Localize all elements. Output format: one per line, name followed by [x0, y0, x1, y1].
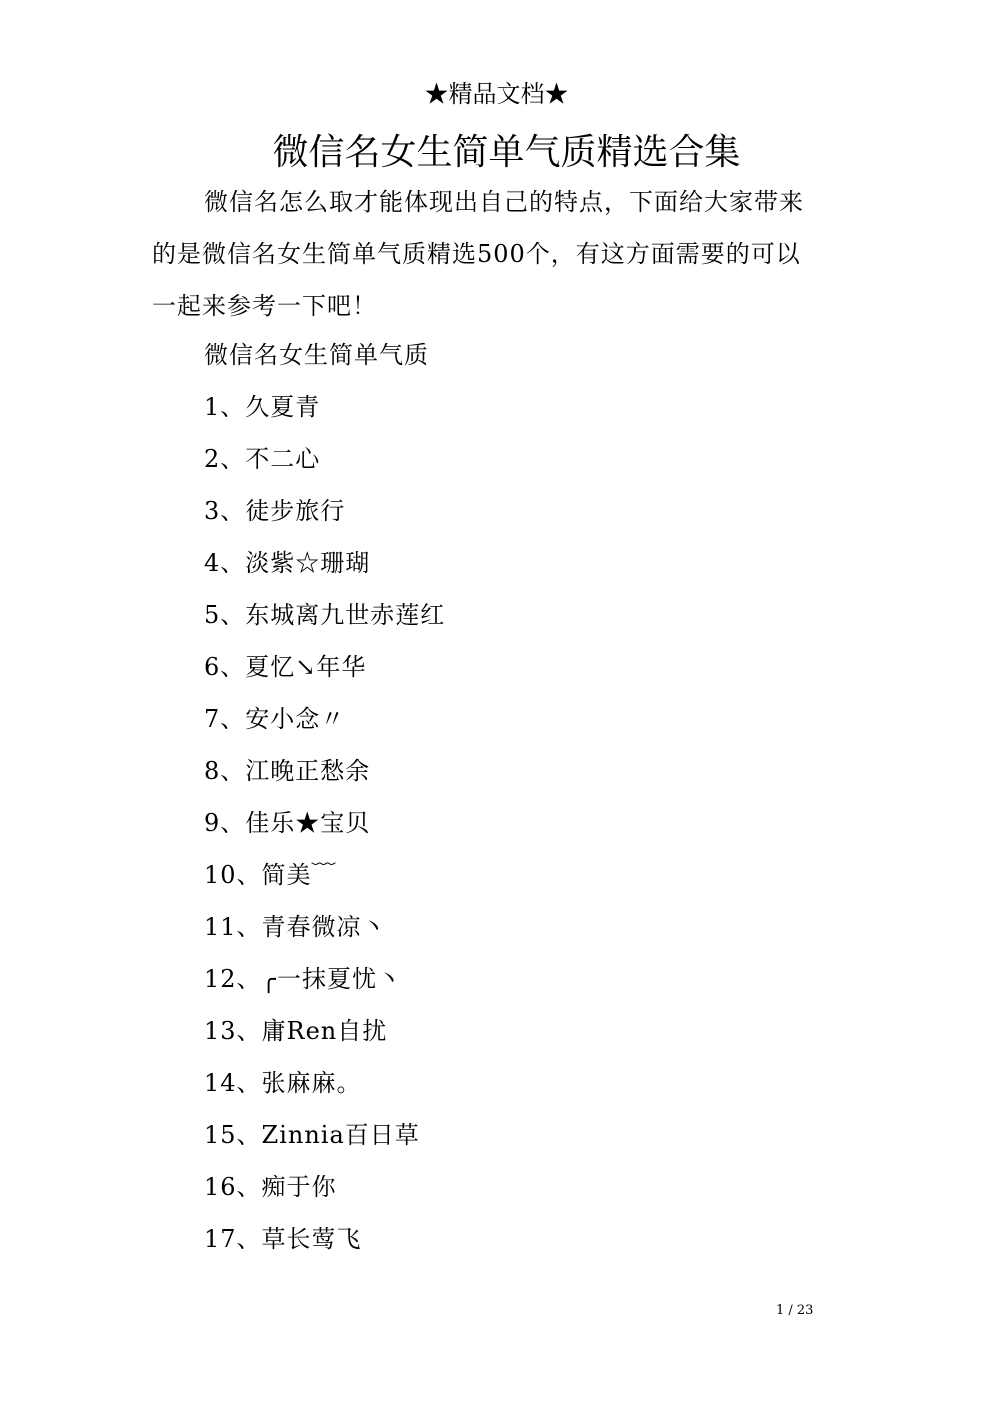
name-list	[204, 333, 445, 1269]
intro-paragraph: 微信名怎么取才能体现出自己的特点，下面给大家带来的是微信名女生简单气质精选500个，有这方面需要的可以一起来参考一下吧！	[152, 188, 804, 320]
page-header: ★精品文档★	[424, 80, 569, 108]
list-item: 10、简美﹋	[204, 861, 337, 889]
list-item: 8、江晚正愁余	[204, 757, 371, 785]
list-item: 5、东城离九世赤莲红	[204, 601, 446, 629]
list-item: 13、庸Ren自扰	[204, 1017, 388, 1045]
list-item: 14、张麻麻。	[204, 1069, 362, 1097]
list-item: 1、久夏青	[204, 393, 321, 421]
list-item: 15、Zinnia百日草	[204, 1121, 420, 1149]
list-item: 16、痴于你	[204, 1173, 337, 1201]
list-item: 6、夏忆↘年华	[204, 653, 367, 681]
list-item: 11、青春微凉丶	[204, 913, 387, 941]
document-title: 微信名女生简单气质精选合集	[272, 132, 741, 173]
page-number: 1 / 23	[776, 1303, 814, 1318]
subheading: 微信名女生简单气质	[204, 341, 429, 369]
list-item: 17、草长莺飞	[204, 1225, 362, 1253]
list-item: 9、佳乐★宝贝	[204, 809, 371, 837]
list-item: 4、淡紫☆珊瑚	[204, 549, 371, 577]
list-item: 2、不二心	[204, 445, 321, 473]
list-item: 12、╭一抹夏忧丶	[204, 965, 402, 993]
list-item: 7、安小念〃	[204, 705, 346, 733]
list-item: 3、徒步旅行	[204, 497, 346, 525]
